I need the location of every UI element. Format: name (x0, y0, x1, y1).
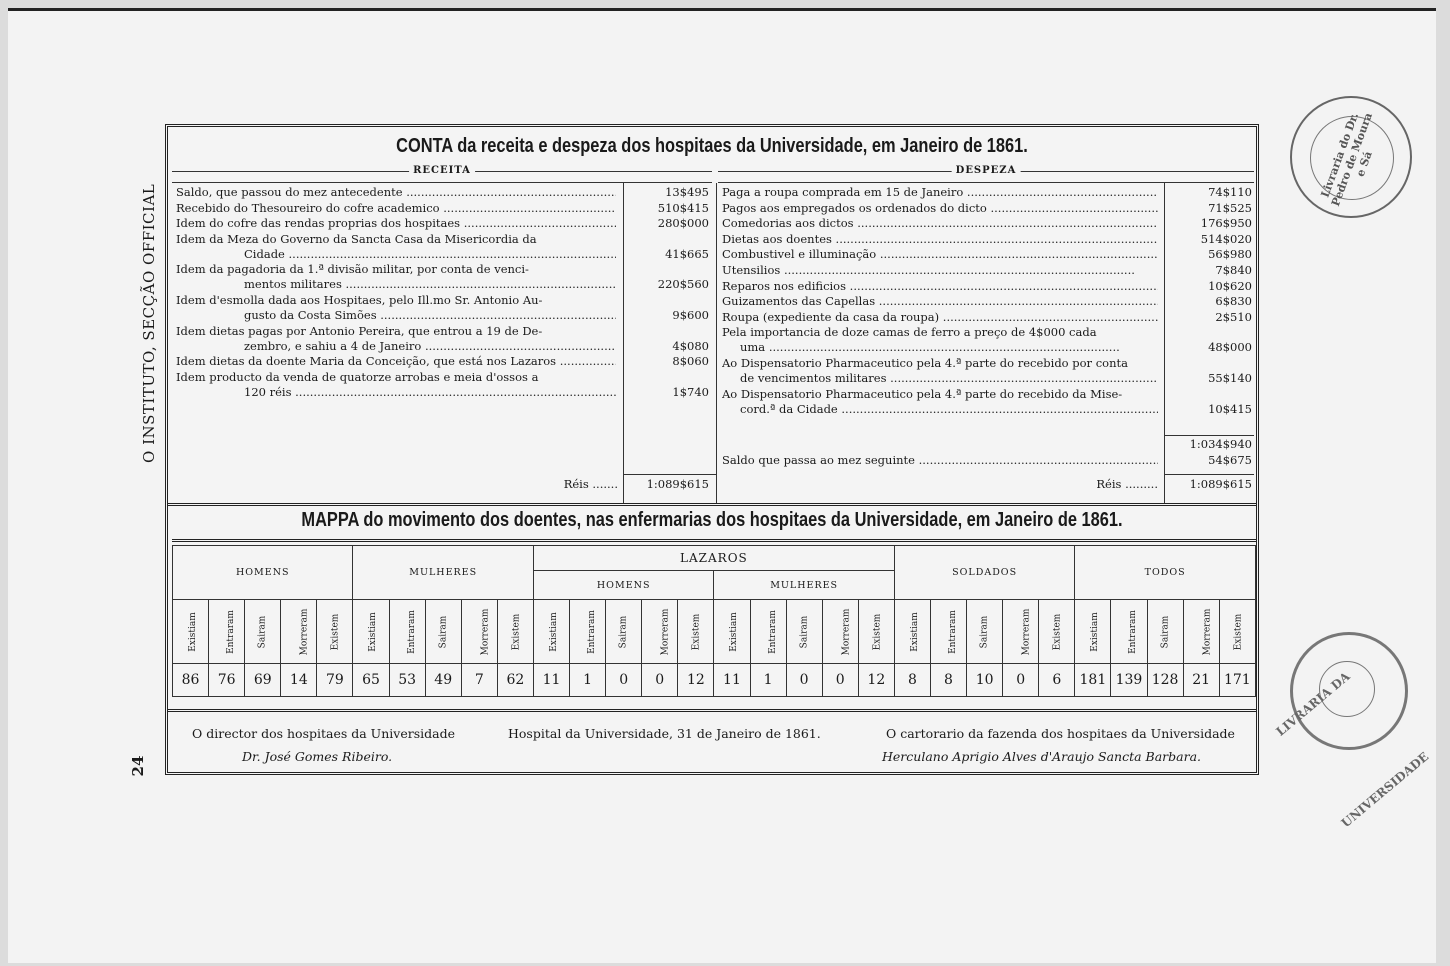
column-label: Entraram (750, 600, 786, 664)
column-label: Sairam (786, 600, 822, 664)
receita-total-rule (623, 474, 716, 475)
value-cell: 62 (497, 664, 533, 697)
value-cell: 0 (786, 664, 822, 697)
receita-item-text: Idem da pagadoria da 1.ª divisão militar, por conta de venci- (176, 262, 529, 277)
receita-item-text: Idem dietas da doente Maria da Conceição, que está nos Lazaros ..... (176, 354, 616, 369)
value-cell: 0 (822, 664, 858, 697)
column-label: Morreram (1003, 600, 1039, 664)
despeza-item-amount: 514$020 (1200, 231, 1252, 246)
despeza-total: 1:089$615 (1189, 477, 1252, 491)
receita-item-continuation: gusto da Costa Simões ..... (244, 308, 616, 323)
value-cell: 8 (894, 664, 930, 697)
column-label: Existem (678, 600, 714, 664)
column-label: Entraram (209, 600, 245, 664)
column-label: Existem (317, 600, 353, 664)
column-label: Existem (858, 600, 894, 664)
cartorario-title: O cartorario da fazenda dos hospitaes da Universidade (886, 726, 1235, 741)
column-label: Morreram (822, 600, 858, 664)
despeza-item-text: Comedorias aos dictos ..... (722, 216, 1158, 231)
receita-total: 1:089$615 (646, 477, 709, 491)
receita-item-amount: 9$600 (672, 308, 709, 322)
despeza-item-continuation: uma ..... (740, 340, 1158, 355)
mappa-table (172, 545, 1256, 697)
despeza-item-amount: 71$525 (1208, 200, 1252, 215)
despeza-item-amount: 10$620 (1208, 278, 1252, 293)
despeza-total-rule (1164, 474, 1254, 475)
despeza-item-text: Ao Dispensatorio Pharmaceutico pela 4.ª parte do recebido por conta (722, 356, 1128, 370)
value-cell: 7 (461, 664, 497, 697)
column-label: Morreram (461, 600, 497, 664)
despeza-item-text: Pagos aos empregados os ordenados do dicto ..... (722, 201, 1158, 216)
receita-item-amount: 41$665 (665, 246, 709, 261)
center-divider (716, 183, 717, 503)
value-cell: 12 (858, 664, 894, 697)
mappa-top-rule (172, 539, 1256, 542)
despeza-item-text: Roupa (expediente da casa da roupa) ..... (722, 310, 1158, 325)
value-cell: 65 (353, 664, 389, 697)
director-name: Dr. José Gomes Ribeiro. (242, 749, 393, 764)
value-cell: 76 (209, 664, 245, 697)
despeza-item-amount: 2$510 (1215, 309, 1252, 324)
despeza-item-amount: 176$950 (1200, 216, 1252, 231)
receita-item-amount: 8$060 (672, 354, 709, 369)
value-cell: 53 (389, 664, 425, 697)
running-title: O INSTITUTO, SECÇÃO OFFICIAL (140, 183, 158, 463)
receita-item-continuation: Cidade ..... (244, 247, 616, 262)
receita-item-continuation: zembro, e sahiu a 4 de Janeiro ..... (244, 339, 616, 354)
receita-rule (172, 165, 712, 183)
despeza-item-amount: 74$110 (1208, 185, 1252, 199)
value-cell: 86 (173, 664, 209, 697)
value-cell: 12 (678, 664, 714, 697)
group-mulheres: MULHERES (353, 546, 533, 600)
receita-label: RECEITA (409, 165, 475, 176)
receita-item-amount: 220$560 (657, 277, 709, 292)
group-todos: TODOS (1075, 546, 1256, 600)
column-label: Existiam (714, 600, 750, 664)
value-cell: 11 (714, 664, 750, 697)
despeza-item-continuation: cord.ª da Cidade ..... (740, 402, 1158, 417)
column-label: Existem (1219, 600, 1255, 664)
column-label: Existiam (1075, 600, 1111, 664)
value-cell: 10 (967, 664, 1003, 697)
receita-item-amount: 4$080 (672, 338, 709, 353)
section-separator (168, 503, 1256, 506)
tables-frame (165, 124, 1259, 775)
column-label: Morreram (1183, 600, 1219, 664)
value-cell: 1 (570, 664, 606, 697)
receita-item-text: Idem do cofre das rendas proprias dos hospitaes ..... (176, 216, 616, 231)
despeza-item-continuation: de vencimentos militares ..... (740, 371, 1158, 386)
cartorario-name: Herculano Aprigio Alves d'Araujo Sancta Barbara. (882, 749, 1202, 764)
library-stamp-bottom: LIVRARIA DA UNIVERSIDADE (1290, 632, 1408, 750)
despeza-subtotal: 1:034$940 (1189, 437, 1252, 451)
value-cell: 21 (1183, 664, 1219, 697)
receita-item-text: Idem dietas pagas por Antonio Pereira, que entrou a 19 de De- (176, 323, 543, 338)
footer-rule (168, 709, 1256, 712)
column-label: Existiam (173, 600, 209, 664)
receita-item-text: Recebido do Thesoureiro do cofre academico ..... (176, 201, 616, 216)
director-title: O director dos hospitaes da Universidade (192, 726, 455, 741)
value-cell: 181 (1075, 664, 1111, 697)
value-cell: 0 (642, 664, 678, 697)
column-label: Existem (497, 600, 533, 664)
value-cell: 139 (1111, 664, 1147, 697)
column-label: Sairam (1147, 600, 1183, 664)
value-cell: 14 (281, 664, 317, 697)
despeza-item-text: Dietas aos doentes ..... (722, 232, 1158, 247)
column-label: Existem (1039, 600, 1075, 664)
despeza-item-text: Utensilios ..... (722, 263, 1158, 278)
column-label: Existiam (894, 600, 930, 664)
receita-item-amount: 280$000 (657, 216, 709, 231)
group-homens: HOMENS (173, 546, 353, 600)
receita-item-amount: 510$415 (657, 200, 709, 215)
value-cell: 6 (1039, 664, 1075, 697)
despeza-rule (718, 165, 1254, 183)
column-label: Sairam (245, 600, 281, 664)
receita-item-continuation: 120 réis ..... (244, 385, 616, 400)
despeza-item-amount: 6$830 (1215, 294, 1252, 309)
column-label: Entraram (1111, 600, 1147, 664)
place-date: Hospital da Universidade, 31 de Janeiro de 1861. (508, 726, 821, 741)
value-cell: 1 (750, 664, 786, 697)
column-label: Sairam (425, 600, 461, 664)
value-cell: 8 (930, 664, 966, 697)
receita-item-text: Idem producto da venda de quatorze arrobas e meia d'ossos a (176, 369, 539, 384)
mappa-title: MAPPA do movimento dos doentes, nas enfermarias dos hospitaes da Universidade, em Janeiro de 1861. (301, 509, 1123, 531)
value-cell: 0 (606, 664, 642, 697)
value-cell: 49 (425, 664, 461, 697)
group-lazaros: LAZAROS (533, 546, 894, 571)
value-cell: 0 (1003, 664, 1039, 697)
despeza-item-text: Pela importancia de doze camas de ferro a preço de 4$000 cada (722, 325, 1097, 340)
column-label: Entraram (570, 600, 606, 664)
despeza-item-amount: 48$000 (1208, 340, 1252, 355)
receita-item-amount: 13$495 (665, 185, 709, 199)
despeza-item-amount: 55$140 (1208, 371, 1252, 385)
despeza-total-label: Réis ......... (1096, 477, 1158, 491)
receita-item-text: Idem d'esmolla dada aos Hospitaes, pelo Ill.mo Sr. Antonio Au- (176, 293, 543, 307)
column-label: Sairam (606, 600, 642, 664)
value-cell: 11 (533, 664, 569, 697)
group-soldados: SOLDADOS (894, 546, 1074, 600)
value-cell: 79 (317, 664, 353, 697)
despeza-item-text: Guizamentos das Capellas ..... (722, 294, 1158, 309)
column-label: Morreram (642, 600, 678, 664)
despeza-item-amount: 10$415 (1208, 401, 1252, 416)
column-label: Morreram (281, 600, 317, 664)
value-cell: 69 (245, 664, 281, 697)
despeza-item-amount: 7$840 (1215, 263, 1252, 277)
despeza-item-text: Paga a roupa comprada em 15 de Janeiro ..... (722, 185, 1158, 200)
saldo-label: Saldo que passa ao mez seguinte ..... (722, 453, 1158, 468)
column-label: Sairam (967, 600, 1003, 664)
saldo-amount: 54$675 (1208, 453, 1252, 467)
despeza-item-text: Combustivel e illuminação ..... (722, 247, 1158, 262)
despeza-item-text: Ao Dispensatorio Pharmaceutico pela 4.ª parte do recebido da Mise- (722, 386, 1123, 401)
despeza-item-amount: 56$980 (1208, 247, 1252, 262)
page-number: 24 (129, 755, 147, 777)
receita-item-continuation: mentos militares ..... (244, 277, 616, 292)
receita-item-amount: 1$740 (672, 384, 709, 399)
receita-item-text: Saldo, que passou do mez antecedente ..... (176, 185, 616, 200)
despeza-subtotal-rule (1164, 435, 1254, 436)
column-label: Entraram (930, 600, 966, 664)
value-cell: 171 (1219, 664, 1255, 697)
library-stamp-top: Livraria do Dr. Pedro de Moura e Sá (1290, 96, 1412, 218)
receita-item-text: Idem da Meza do Governo da Sancta Casa da Misericordia da (176, 231, 537, 246)
group-lazaros-mulheres: MULHERES (714, 571, 894, 600)
despeza-item-text: Reparos nos edificios ..... (722, 279, 1158, 294)
column-label: Existiam (353, 600, 389, 664)
despeza-label: DESPEZA (952, 165, 1021, 176)
value-cell: 128 (1147, 664, 1183, 697)
column-label: Entraram (389, 600, 425, 664)
column-label: Existiam (533, 600, 569, 664)
conta-title: CONTA da receita e despeza dos hospitaes da Universidade, em Janeiro de 1861. (396, 135, 1028, 157)
receita-total-label: Réis ....... (563, 477, 618, 491)
group-lazaros-homens: HOMENS (533, 571, 713, 600)
